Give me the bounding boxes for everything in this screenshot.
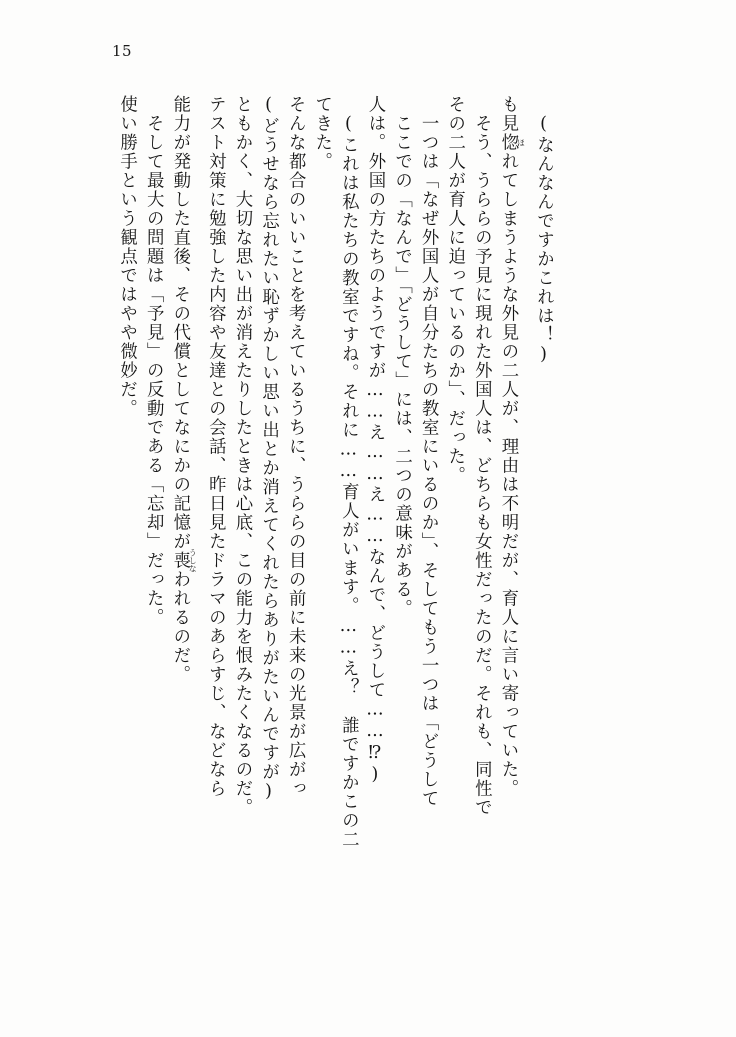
text-column: ここでの「なんで」「どうして」には、二つの意味がある。 <box>391 114 412 619</box>
furigana: 喪うしな <box>169 548 198 573</box>
text-column: 能力が発動した直後、その代償としてなにかの記憶が喪うしなわれるのだ。 <box>169 95 198 684</box>
text-column: 人は。外国の方たちのようですが……え……え……なんで、どうして……⁉) <box>364 95 385 786</box>
text-column: (これは私たちの教室ですね。それに……育人がいます。……え？ 誰ですかこの二 <box>338 114 359 849</box>
text-column: 使い勝手という観点ではやや微妙だ。 <box>116 95 137 418</box>
text-column: ともかく、大切な思い出が消えたりしたときは心底、この能力を恨みたくなるのだ。 <box>231 95 252 817</box>
text-column: (どうせなら忘れたい恥ずかしい思い出とか消えてくれたらありがたいんですが) <box>258 95 279 804</box>
text-column: その二人が育人に迫っているのか」、だった。 <box>444 95 465 486</box>
text-column: そんな都合のいいことを考えているうちに、うららの目の前に未来の光景が広がっ <box>285 95 306 798</box>
text-column: も見惚ほれてしまうような外見の二人が、理由は不明だが、育人に言い寄っていた。 <box>497 95 526 798</box>
text-column: そして最大の問題は「予見」の反動である「忘却」だった。 <box>143 114 164 627</box>
text-column: そう、うららの予見に現れた外国人は、どちらも女性だったのだ。それも、同性で <box>471 114 492 817</box>
furigana: 惚ほ <box>497 133 526 152</box>
text-column: テスト対策に勉強した内容や友達との会話、昨日見たドラマのあらすじ、などなら <box>205 95 226 798</box>
text-column: てきた。 <box>311 95 332 171</box>
page-number: 15 <box>112 42 133 60</box>
vertical-text-block <box>108 95 618 895</box>
text-column: (なんなんですかこれは！) <box>533 114 554 367</box>
text-column: 一つは「なぜ外国人が自分たちの教室にいるのか」、そしてもう一つは「どうして <box>418 114 439 809</box>
